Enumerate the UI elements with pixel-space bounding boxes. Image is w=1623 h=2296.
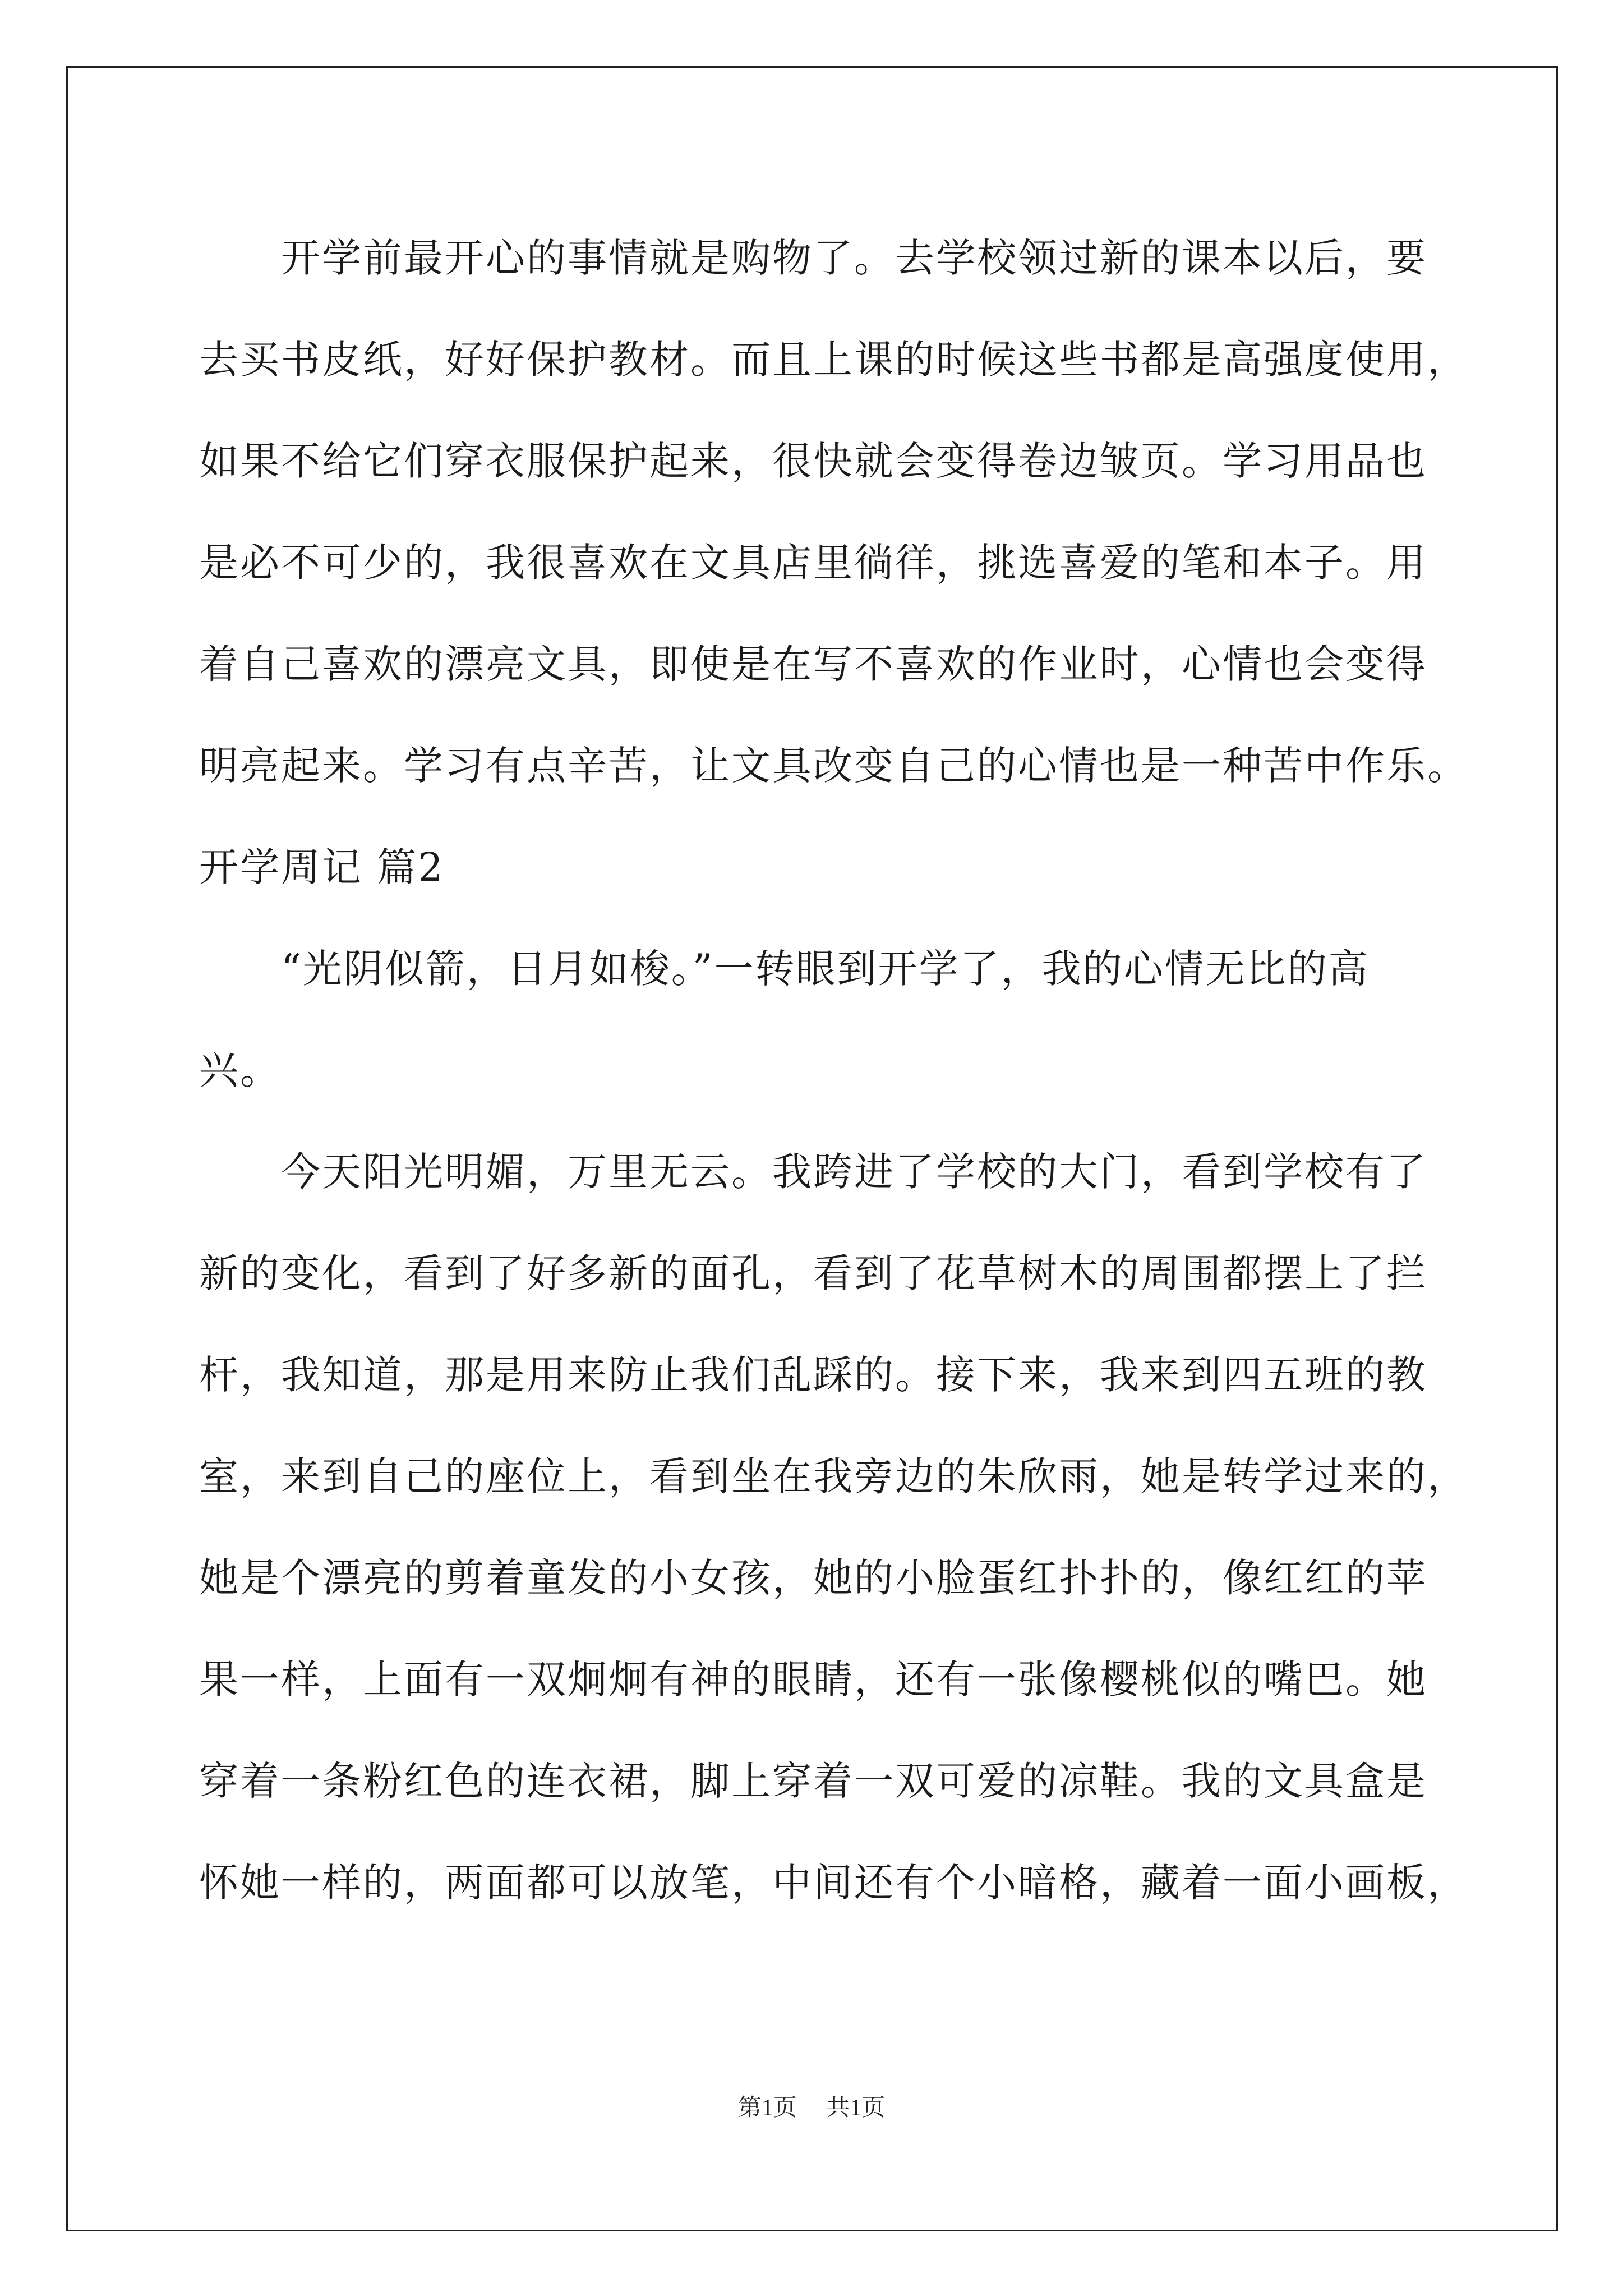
text-line: 室，来到自己的座位上，看到坐在我旁边的朱欣雨，她是转学过来的， [199,1453,1468,1499]
text-line: 明亮起来。学习有点辛苦，让文具改变自己的心情也是一种苦中作乐。 [199,743,1468,789]
text-line: 去买书皮纸，好好保护教材。而且上课的时候这些书都是高强度使用， [199,337,1468,383]
page-footer [0,2091,1623,2125]
page-number-total: 共1页 [826,2095,886,2121]
text-line: 是必不可少的，我很喜欢在文具店里徜徉，挑选喜爱的笔和本子。用 [199,540,1427,586]
text-line: 今天阳光明媚，万里无云。我跨进了学校的大门，看到学校有了 [199,1149,1427,1195]
text-line: 怀她一样的，两面都可以放笔，中间还有个小暗格，藏着一面小画板， [199,1860,1468,1906]
section-heading: 开学周记 篇2 [199,844,445,890]
text-line: 新的变化，看到了好多新的面孔，看到了花草树木的周围都摆上了拦 [199,1250,1427,1296]
text-line: 果一样，上面有一双炯炯有神的眼睛，还有一张像樱桃似的嘴巴。她 [199,1657,1427,1703]
text-line: 穿着一条粉红色的连衣裙，脚上穿着一双可爱的凉鞋。我的文具盒是 [199,1758,1427,1804]
text-line: 如果不给它们穿衣服保护起来，很快就会变得卷边皱页。学习用品也 [199,438,1427,484]
text-line: 杆，我知道，那是用来防止我们乱踩的。接下来，我来到四五班的教 [199,1352,1427,1398]
text-line: 她是个漂亮的剪着童发的小女孩，她的小脸蛋红扑扑的，像红红的苹 [199,1555,1427,1601]
page-number-current: 第1页 [737,2095,797,2121]
text-line: 兴。 [199,1047,281,1093]
text-line: 着自己喜欢的漂亮文具，即使是在写不喜欢的作业时，心情也会变得 [199,641,1427,687]
document-body [199,208,1468,1934]
text-line: “光阴似箭，日月如梭。”一转眼到开学了，我的心情无比的高 [199,946,1370,992]
text-line: 开学前最开心的事情就是购物了。去学校领过新的课本以后，要 [199,235,1427,281]
